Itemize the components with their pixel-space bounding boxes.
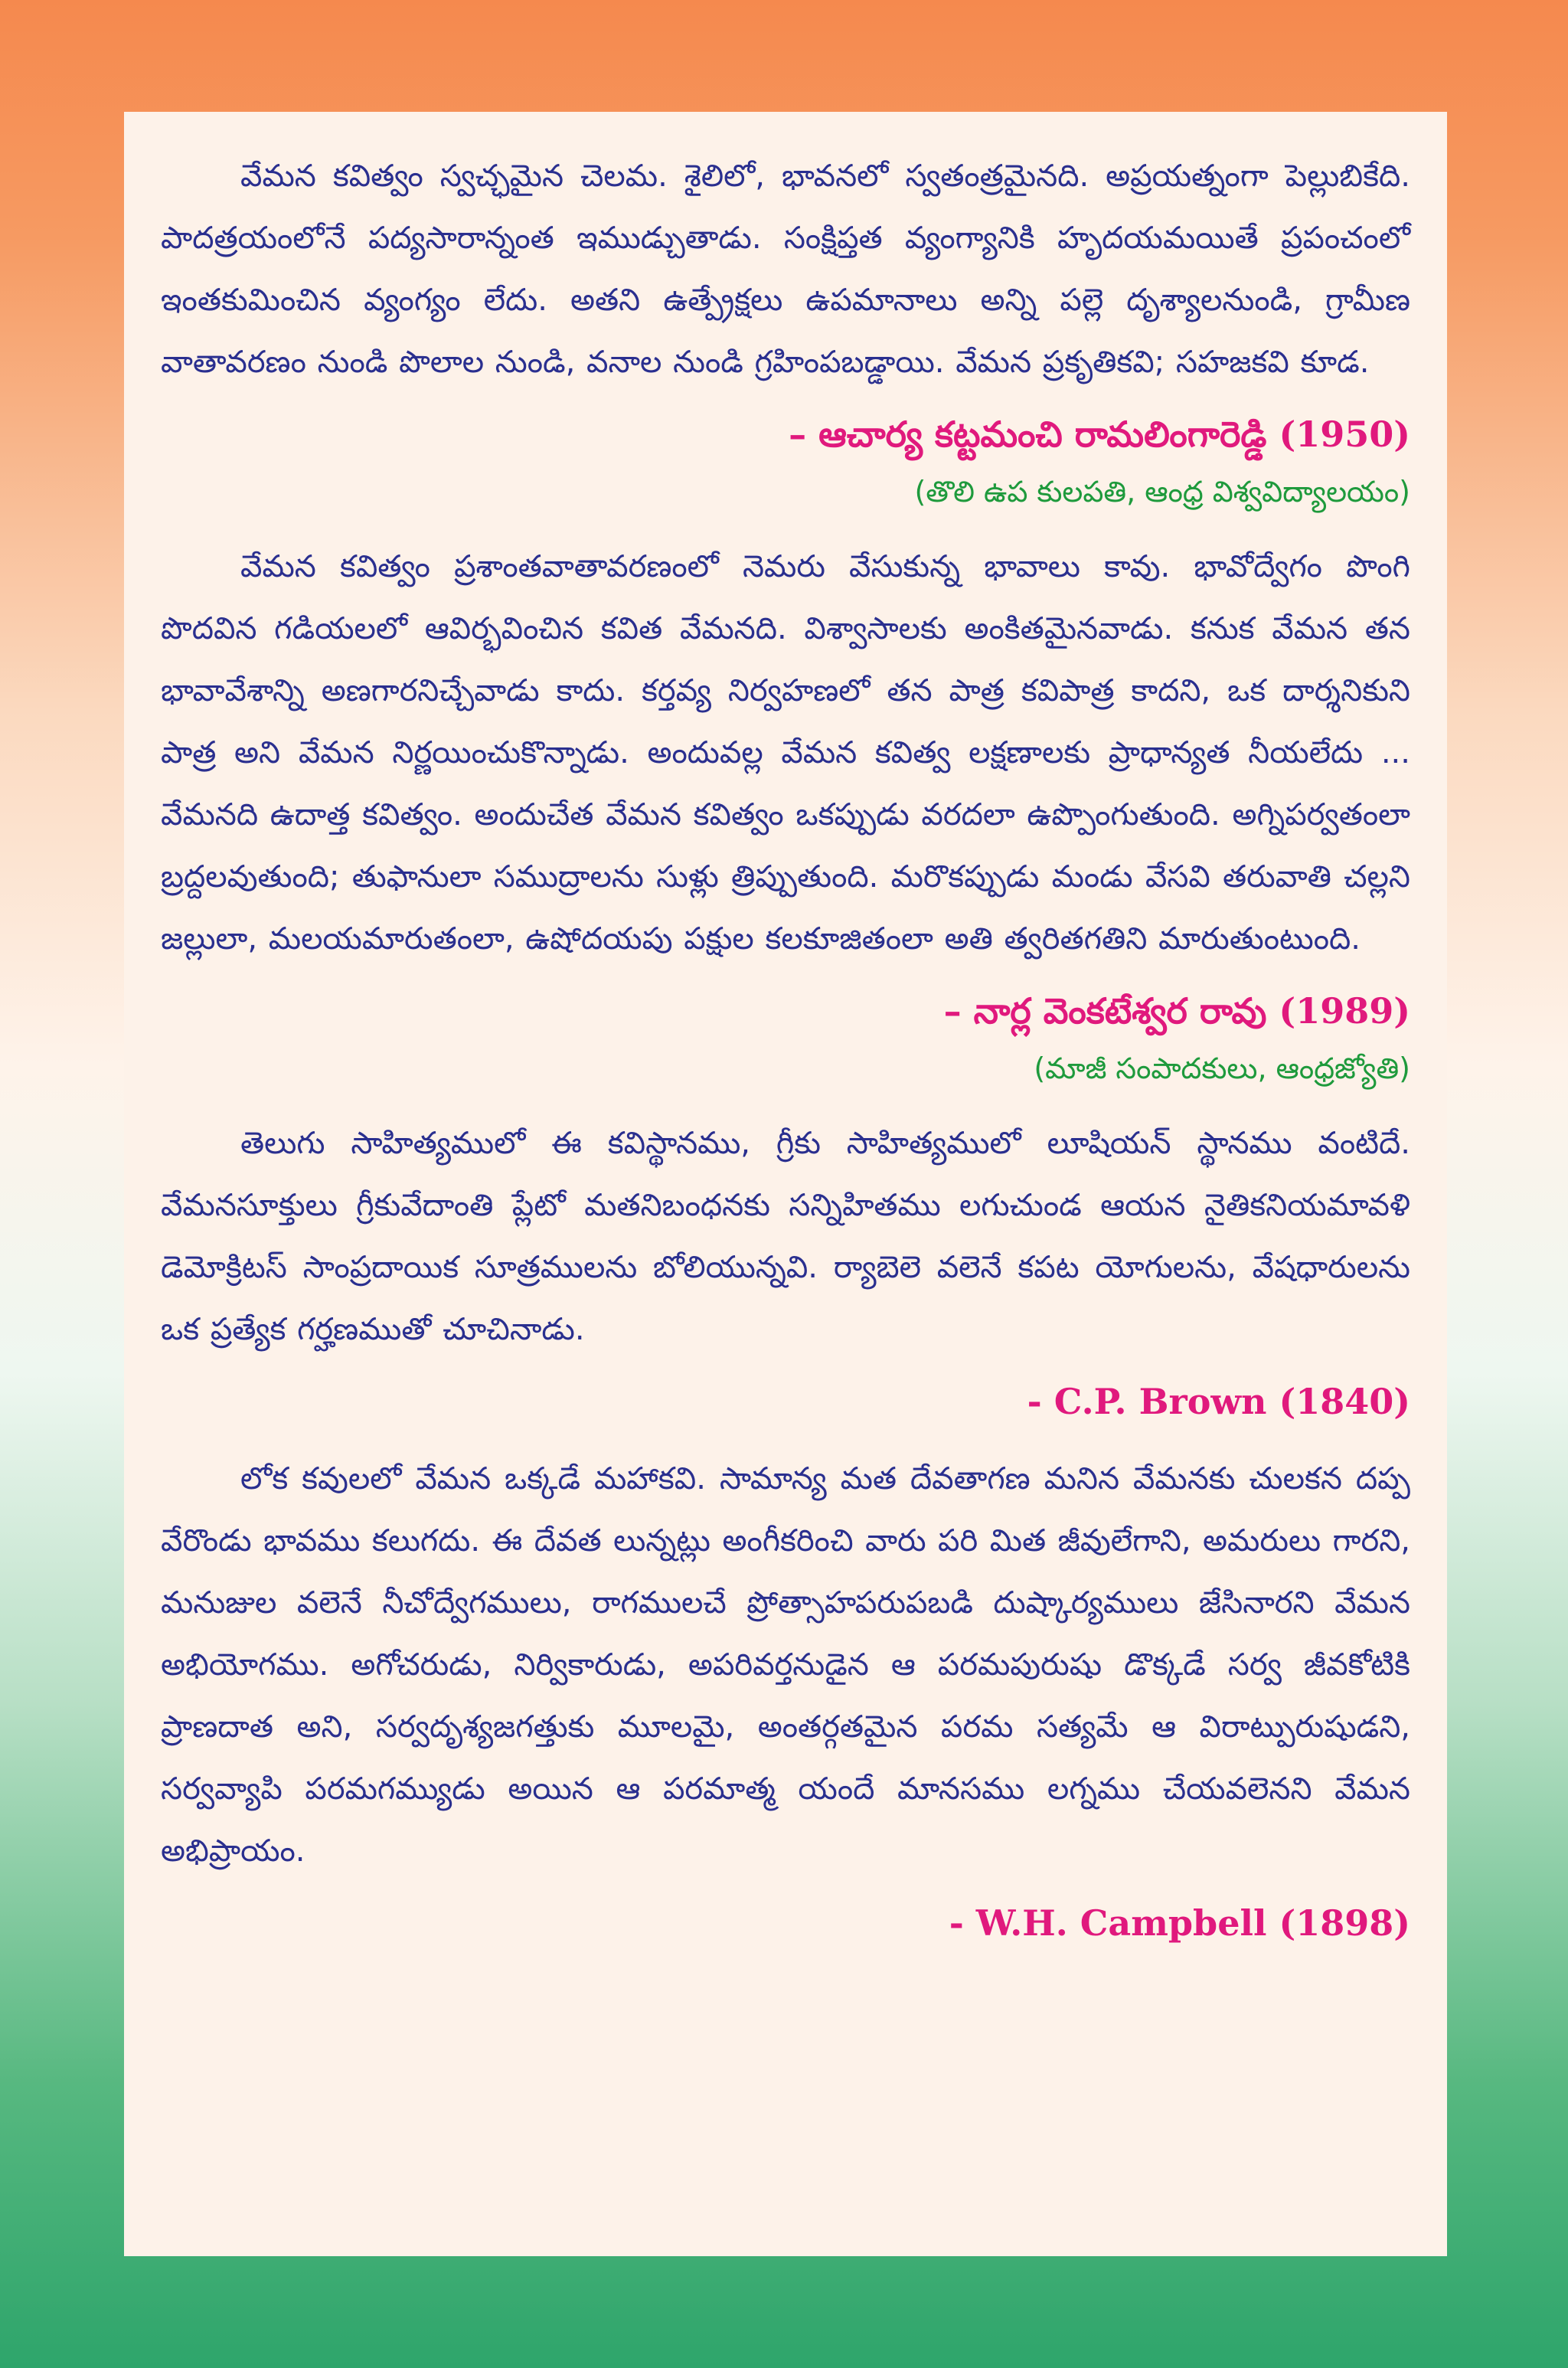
quote-paragraph-3: తెలుగు సాహిత్యములో ఈ కవిస్థానము, గ్రీకు సాహిత్యములో లూషియన్ స్థానము వంటిదే. వేమనసూక్తులు గ్రీకువేదాంతి ప్లేటో మతనిబంధనకు సన్నిహితము లగుచుండ ఆయన నైతికనియమావళి డెమోక్రిటస్ సాంప్రదాయిక సూత్రములను బోలియున్నవి. ర్యాబెలె వలెనే కపట యోగులను, వేషధారులను ఒక ప్రత్యేక గర్హణముతో చూచినాడు. (161, 1126, 1410, 1347)
affiliation-2: (మాజీ సంపాదకులు, ఆంధ్రజ్యోతి) (1034, 1052, 1410, 1085)
quote-paragraph-1: వేమన కవిత్వం స్వచ్ఛమైన చెలమ. శైలిలో, భావనలో స్వతంత్రమైనది. అప్రయత్నంగా పెల్లుబికేది. పాదత్రయంలోనే పద్యసారాన్నంత ఇముడ్చుతాడు. సంక్షిప్తత వ్యంగ్యానికి హృదయమయితే ప్రపంచంలో ఇంతకుమించిన వ్యంగ్యం లేదు. అతని ఉత్ప్రేక్షలు ఉపమానాలు అన్ని పల్లె దృశ్యాలనుండి, గ్రామీణ వాతావరణం నుండి పొలాల నుండి, వనాల నుండి గ్రహింపబడ్డాయి. వేమన ప్రకృతికవి; సహజకవి కూడ. (161, 159, 1410, 380)
quote-paragraph-4: లోక కవులలో వేమన ఒక్కడే మహాకవి. సామాన్య మత దేవతాగణ మనిన వేమనకు చులకన దప్ప వేరొండు భావము కలుగదు. ఈ దేవత లున్నట్లు అంగీకరించి వారు పరి మిత జీవులేగాని, అమరులు గారని, మనుజుల వలెనే నీచోద్వేగములు, రాగములచే ప్రోత్సాహపరుపబడి దుష్కార్యములు జేసినారని వేమన అభియోగము. అగోచరుడు, నిర్వికారుడు, అపరివర్తనుడైన ఆ పరమపురుషు డొక్కడే సర్వ జీవకోటికి ప్రాణదాత అని, సర్వదృశ్యజగత్తుకు మూలమై, అంతర్గతమైన పరమ సత్యమే ఆ విరాట్పురుషుడని, సర్వవ్యాపి పరమగమ్యుడు అయిన ఆ పరమాత్మ యందే మానసము లగ్నము చేయవలెనని వేమన అభిప్రాయం. (161, 1461, 1410, 1869)
quote-panel (124, 112, 1447, 2256)
affiliation-1: (తొలి ఉప కులపతి, ఆంధ్ర విశ్వవిద్యాలయం) (914, 475, 1410, 509)
attribution-4: - W.H. Campbell (1898) (949, 1902, 1410, 1944)
quote-paragraph-2: వేమన కవిత్వం ప్రశాంతవాతావరణంలో నెమరు వేసుకున్న భావాలు కావు. భావోద్వేగం పొంగి పొదవిన గడియలలో ఆవిర్భవించిన కవిత వేమనది. విశ్వాసాలకు అంకితమైనవాడు. కనుక వేమన తన భావావేశాన్ని అణగారనిచ్చేవాడు కాదు. కర్తవ్య నిర్వహణలో తన పాత్ర కవిపాత్ర కాదని, ఒక దార్శనికుని పాత్ర అని వేమన నిర్ణయించుకొన్నాడు. అందువల్ల వేమన కవిత్వ లక్షణాలకు ప్రాధాన్యత నీయలేదు ... వేమనది ఉదాత్త కవిత్వం. అందుచేత వేమన కవిత్వం ఒకప్పుడు వరదలా ఉప్పొంగుతుంది. అగ్నిపర్వతంలా బ్రద్దలవుతుంది; తుఫానులా సముద్రాలను సుళ్లు త్రిప్పుతుంది. మరొకప్పుడు మండు వేసవి తరువాతి చల్లని జల్లులా, మలయమారుతంలా, ఉషోదయపు పక్షుల కలకూజితంలా అతి త్వరితగతిని మారుతుంటుంది. (161, 549, 1410, 957)
attribution-1: – ఆచార్య కట్టమంచి రామలింగారెడ్డి (1950) (789, 414, 1410, 455)
attribution-3: - C.P. Brown (1840) (1027, 1381, 1410, 1422)
attribution-2: – నార్ల వెంకటేశ్వర రావు (1989) (943, 990, 1410, 1032)
